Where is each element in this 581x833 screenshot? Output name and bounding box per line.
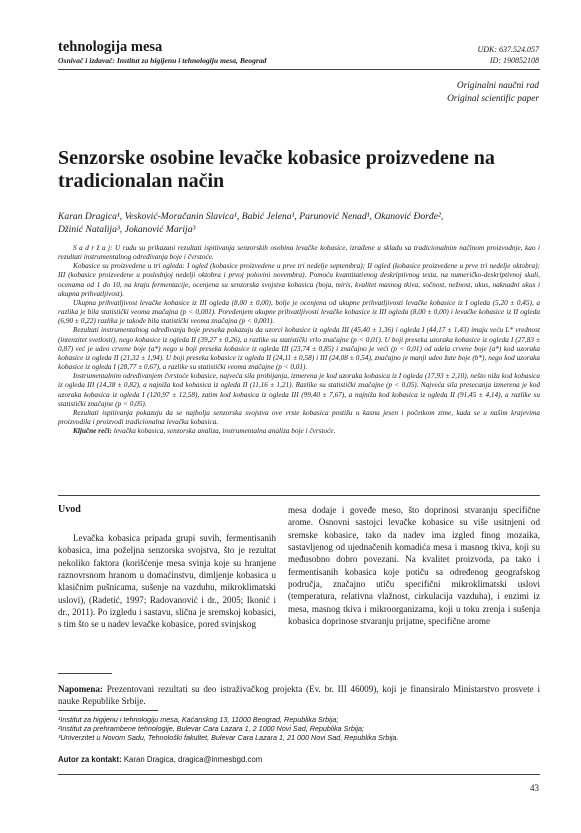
paper-type-sr: Originalni naučni rad [456, 81, 539, 91]
note-rule [58, 673, 112, 674]
abstract [58, 244, 540, 436]
note-label: Napomena: [58, 684, 103, 694]
id-code: ID: 190852108 [489, 56, 539, 65]
abstract-paragraph: S a d r ž a j: U radu su prikazani rezultati ispitivanja senzorskih osobina levačke kobasice, izrađene u skladu sa tradicionalnim načinom proizvodnje, kao i rezultati instrumentalnog određivanja boje i čvrstoće. [58, 244, 540, 262]
contact-label: Autor za kontakt: [58, 755, 122, 764]
intro-column-left [58, 532, 276, 631]
udk-code: UDK: 637.524.057 [477, 45, 539, 54]
abstract-paragraph: Ukupna prihvatljivost levačke kobasice iz III ogleda (8,00 ± 0,00), bolje je ocenjena od ukupne prihvatljivosti levačke kobasice iz I ogleda (5,20 ± 0,45), a razlika je bila statistički veoma značajna (p < 0,001). Poređenjem ukupne prihvatljivosti levačke kobasice iz III ogleda (8,00 ± 0,00) i levačke kobasice iz II ogleda (6,90 ± 0,22) razlika je takođe bila statistički veoma značajna (p < 0,001). [58, 298, 540, 326]
footer-rule [58, 774, 540, 775]
header-rule [58, 69, 540, 70]
section-heading: Uvod [58, 504, 81, 515]
note-text: Prezentovani rezultati su deo istraživačkog projekta (Ev. br. III 46009), koji je finansiralo Ministarstvo prosvete i nauke Republike Srbije. [58, 684, 540, 707]
authors-line-2: Džinić Natalija³, Jokanović Marija³ [58, 224, 196, 235]
footnote-rule [58, 710, 158, 711]
authors-line-1: Karan Dragica¹, Vesković-Moračanin Slavica¹, Babić Jelena¹, Parunović Nenad¹, Okanović Đorđe², [58, 211, 444, 222]
abstract-paragraph: Kobasice su proizvedene u tri ogleda: I ogled (kobasice proizvedene u prve tri nedelje septembra); II ogled (kobasice proizvedene u prve tri nedelje oktobra); III (kobasice proizvedene u poslednjoj nedelji oktobra i prvoj polovini novembra). Pomoću kvantitativnog deskriptivnog testa, na numeričko-deskriptivnoj skali, ocenama od 1 do 10, na kraju fermentacije, ocenjena su senzorska svojstva kobasica (boja, miris, kvalitet masnog tkiva, sočnost, nežnost, ukus, naknadni ukus i ukupna prihvatljivost). [58, 262, 540, 298]
intro-paragraph-cont: mesa dodaje i goveđe meso, što doprinosi stvaranju specifične arome. Osnovni sastojci levačke kobasice su više usitnjeni od sremske kobasice, tako da nadev ima izgled finog mozaika, sastavljenog od ujednačenih komadića mesa i masnog tkiva, koji su međusobno dobro povezani. Na kvalitet proizvoda, pa tako i fermentisanih kobasica koje potiču sa određenog geografskog područja, značajno utiču specifični mikroklimatski uslovi (temperatura, relativna vlažnost, cirkulacija vazduha), i enzimi iz mesa, masnog tkiva i mikroorganizama, koji u toku zrenja i sušenja kobasica doprinose stvaranju prijatne, specifične arome [288, 505, 540, 627]
journal-name: tehnologija mesa [58, 39, 163, 55]
contact-author [58, 755, 262, 764]
paper-type-en: Original scientific paper [447, 93, 539, 104]
authors [58, 210, 540, 236]
keywords [58, 427, 540, 436]
abstract-paragraph: Rezultati ispitivanja pokazuju da se najbolja senzorska svojstva ove vrste kobasica postižu u kasnu jesen i početkom zime, kada se u našim krajevima proizvodila i proizvodi tradicionalna levačka kobasica. [58, 408, 540, 426]
intro-column-right [288, 504, 540, 627]
affiliation-3: ³Univerzitet u Novom Sadu, Tehnološki fakultet, Bulevar Cara Lazara 1, 21 000 Novi Sad, Republika Srbija. [58, 733, 399, 743]
page-number: 43 [530, 783, 539, 793]
funding-note [58, 683, 540, 708]
abstract-paragraph: Rezultati instrumentalnog određivanja boje preseka pokazuju da uzorci kobasice iz ogleda III (45,40 ± 1,36) i ogleda I (44,17 ± 1,43) imaju veću L* vrednost (intenzitet svetlosti), nego kobasice iz ogleda II (39,27 ± 0,26), a razlike su statistički vrlo značajne (p < 0,01). U boji preseka uzoraka kobasice iz ogleda I (27,83 ± 0,87) već je udeo crvene boje (a*) nego u boji preseka kobasice iz ogleda III (23,74 ± 0,85) i značajno je veći (p < 0,01) od udela crvene boje (a*) kod uzoraka kobasice iz ogleda II (21,32 ± 1,94). U boji preseka kobasice iz ogleda II (24,11 ± 0,58) i III (24,08 ± 0,54), značajno je manji udeo žute boje (b*), nego kod uzoraka kobasice iz ogleda I (28,77 ± 0,67), a razlike su statistički veoma značajne (p < 0,01). [58, 326, 540, 372]
contact-text: Karan Dragica, dragica@inmesbgd.com [121, 755, 263, 764]
affiliation-1: ¹Institut za higijenu i tehnologiju mesa, Kaćanskog 13, 11000 Beograd, Republika Srbija; [58, 715, 339, 724]
publisher-line: Osnivač i izdavač: Institut za higijenu i tehnologiju mesa, Beograd [58, 56, 267, 65]
keywords-label: Ključne reči: [73, 427, 112, 436]
paper-title: Senzorske osobine levačke kobasice proizvedene na tradicionalan način [58, 147, 495, 192]
keywords-text: levačka kobasica, senzorska analiza, instrumentalna analiza boje i čvrstoće. [111, 427, 336, 436]
affiliation-2: ²Institut za prehrambene tehnologije, Bulevar Cara Lazara 1, 2 1000 Novi Sad, Republika Srbija; [58, 724, 365, 734]
intro-paragraph: Levačka kobasica pripada grupi suvih, fermentisanih kobasica, ima poželjna senzorska svojstva, što je rezultat nekoliko faktora (korišćenje mesa svinja koje su hranjene raznovrsnom hranom u domaćinstvu, dimljenje kobasica u klasičnim pušnicama, sušenje na vazduhu, mikroklimatski uslovi), (Radetić, 1997; Radovanović i dr., 2005; Ikonić i dr., 2011). Po izgledu i sastavu, slična je sremskoj kobasici, s tim što se u nadev levačke kobasice, pored svinjskog [58, 533, 276, 630]
abstract-paragraph: Instrumentalnim određivanjem čvrstoće kobasice, najveća sila probijanja, izmerena je kod uzoraka kobasica iz I ogleda (17,93 ± 2,10), nešto niža kod kobasica iz ogleda III (14,38 ± 0,82), a najniža kod kobasica iz ogleda II (11,16 ± 1,21). Razlike su statistički značajne (p < 0,05). Najveća sila presecanja izmerena je kod uzoraka kobasica iz ogleda I (120,97 ± 12,58), zatim kod kobasica iz ogleda III (99,40 ± 7,67), a najniža kod kobasica iz ogleda II (91,45 ± 4,14), a razlike su statistički značajne (p < 0,05). [58, 372, 540, 408]
abstract-rule [58, 495, 540, 496]
udk-block [477, 44, 539, 66]
paper-type [447, 80, 539, 105]
affiliations [58, 715, 540, 743]
